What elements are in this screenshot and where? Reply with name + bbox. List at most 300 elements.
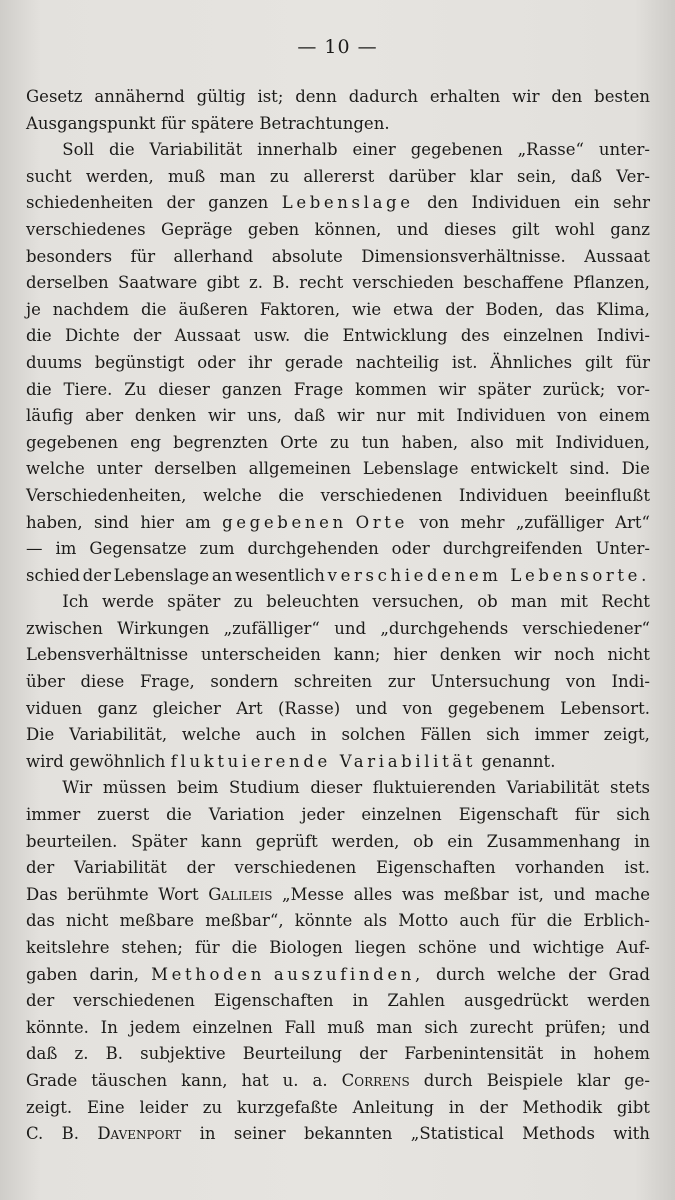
word: der [479,1097,508,1117]
word: zurecht [469,1017,534,1037]
word: Dimensionsverhältnisse. [361,246,566,266]
word: Individuen [456,406,546,426]
text-line [26,829,650,856]
word: für [194,938,220,957]
word: hat [241,1070,269,1090]
word: viduen [26,698,83,718]
word: sind. [569,459,610,479]
word: „zufälliger“ [223,618,320,638]
word: leider [139,1097,189,1117]
text-line [26,908,650,935]
word: können, [314,219,382,239]
word: nicht [66,911,109,931]
word: with [613,1124,650,1144]
word: vor- [617,379,650,399]
word: einzelnen [192,1017,273,1037]
word: Indivi- [596,326,650,346]
word: müssen [102,778,167,798]
word: zuerst [97,805,150,825]
word: begünstigt [94,352,185,372]
word: besonders [26,246,113,266]
word: dieses [444,219,497,239]
word: also [470,432,504,452]
word: Gegensatze [89,539,187,559]
word: von [565,672,596,692]
word: schreiten [293,672,373,692]
word: ist, [518,884,544,904]
word: ein [574,193,600,213]
body-text [26,84,650,1148]
word: Variation [208,805,285,825]
word: schied [26,565,80,585]
word: und [488,938,521,957]
word: verschiedenen [320,485,443,505]
word: einem [598,406,650,426]
word: „zufälliger [515,512,604,532]
word: sehr [613,193,650,213]
word: durchgehenden [247,539,379,559]
word: Studium [229,778,300,798]
text-line [26,244,650,271]
word: in [199,1124,216,1144]
word: Boden, [485,299,544,319]
word: kann, [181,1070,228,1090]
word: von [557,406,588,426]
word: unter- [598,140,650,160]
word: der [186,858,215,878]
word: sich [424,1017,458,1037]
word: die [166,805,192,825]
word: ausgedrückt [464,991,569,1011]
word: In [100,1017,118,1037]
word: Gepräge [160,219,233,239]
word: je [26,299,41,319]
word: Farbenintensität [404,1044,544,1064]
word: beleuchten [266,592,360,612]
word: Art [236,698,263,718]
word: stets [610,778,650,798]
word: zwischen [26,618,103,638]
word: Individuen [471,193,561,213]
text-line [26,1121,650,1148]
word: gegebenen [410,140,503,160]
word: muß [327,1017,365,1037]
word: wir [337,406,365,426]
word: das [26,911,55,931]
word: versuchen, [372,592,464,612]
word: Grad [608,964,650,984]
text-line [26,563,650,590]
word: gibt [616,1097,650,1117]
word: z. [74,1044,89,1064]
word: Die [621,459,650,479]
word: recht [299,273,344,293]
word: in [634,831,650,851]
word: besten [594,87,650,106]
word: gilt [511,219,540,239]
small-caps-name: Correns [341,1070,410,1090]
word: Art“ [615,512,650,532]
word: Auf- [616,938,650,957]
spaced-emphasis: Lebenslage [281,193,414,213]
word: seiner [233,1124,286,1144]
word: was [401,884,435,904]
word: wohl [554,219,595,239]
text-line [26,430,650,457]
word: man [511,592,548,612]
word: klar [469,166,503,186]
word: ganz [97,698,138,718]
word: schiedenheiten [26,193,154,213]
word: Später [131,831,188,851]
word: denken [134,406,197,426]
text-line [26,802,650,829]
word: Frage, [139,672,195,692]
word: bekannten [303,1124,393,1144]
word: und [396,219,429,239]
word: sich [486,725,520,745]
word: absolute [271,246,343,266]
word: Erblich- [583,911,650,931]
word: gaben [26,964,78,984]
word: hier [393,645,427,665]
word: meßbare [119,911,195,931]
word: durchgreifenden [442,539,583,559]
word: welche [181,725,241,745]
word: man [219,166,256,186]
word: täuschen [91,1070,168,1090]
word: gilt [584,352,613,372]
word: wir [512,87,540,106]
word: mit [515,432,544,452]
word: dieser [310,778,363,798]
word: Entwicklung [342,326,448,346]
word: gerade [284,352,344,372]
word: ganzen [221,379,282,399]
word: sondern [210,672,279,692]
text-line [26,536,650,563]
word: Wirkungen [117,618,210,638]
word: ist. [624,858,650,878]
word: mehr [460,512,505,532]
word: entwickelt [470,459,558,479]
word: etwa [393,299,434,319]
text-line [26,84,650,111]
word: darüber [388,166,456,186]
word: denn [295,87,337,106]
word: am [185,512,211,532]
word: Zahlen [387,991,446,1011]
word: gleicher [152,698,221,718]
word: könnte [294,911,353,931]
word: ge- [624,1070,650,1090]
word: welche [497,964,556,984]
word: Variabilität [74,858,167,878]
word: Das [26,884,58,904]
word: denken [439,645,502,665]
word: mit [416,406,445,426]
word: Faktoren, [259,299,341,319]
word: dadurch [348,87,419,106]
word: Tiere. [63,379,113,399]
word: Variabilität, [69,725,168,745]
word: von [419,512,450,532]
word: den [551,87,583,106]
word: wichtige [532,938,605,957]
word: sind [94,512,129,532]
text-line [26,935,650,962]
word: gegebenem [447,698,545,718]
word: wie [351,299,382,319]
word: in [560,1044,577,1064]
word: hier [140,512,174,532]
word: meßbar [443,884,509,904]
word: dieser [158,379,210,399]
word: u. [282,1070,299,1090]
word: meßbar“, [205,911,284,931]
word: unter [96,459,143,479]
word: zum [199,539,235,559]
word: Betrachtungen. [259,113,390,133]
text-line [26,137,650,164]
word: gewöhnlich [69,751,166,771]
word: innerhalb [257,140,338,160]
word: die [546,911,573,931]
word: Eigenschaft [458,805,558,825]
word: Lebenslage [362,459,459,479]
word: Aussaat [174,326,241,346]
word: begrenzten [173,432,269,452]
text-line [26,403,650,430]
word: einzelnen [361,805,442,825]
word: zurück; [542,379,606,399]
word: der [26,858,55,878]
word: verschiedener“ [522,618,650,638]
word: ist. [451,352,478,372]
word: vorhanden [515,858,605,878]
word: die [140,299,167,319]
text-line [26,1068,650,1095]
word: Variabilität [149,140,243,160]
text-line [26,377,650,404]
word: das [555,299,585,319]
word: Orte [280,432,318,452]
word: Eine [86,1097,125,1117]
word: kommen [355,379,427,399]
word: jeder [301,805,345,825]
word: allerhand [173,246,254,266]
word: jedem [129,1017,181,1037]
word: daß [293,406,326,426]
word: auch [459,911,500,931]
word: werden [587,991,650,1011]
text-line [26,882,650,909]
word: (Rasse) [277,698,341,718]
word: der [568,964,597,984]
word: beurteilen. [26,831,118,851]
word: allererst [303,166,375,186]
word: alles [353,884,393,904]
text-line [26,323,650,350]
word: diese [80,672,125,692]
word: Zu [124,379,147,399]
word: Indi- [611,672,650,692]
word: äußeren [178,299,248,319]
text-line [26,722,650,749]
word: der [133,326,162,346]
word: sein, [517,166,557,186]
word: der [166,193,195,213]
word: Saatware [118,273,198,293]
word: nachdem [52,299,130,319]
word: und [334,618,367,638]
word: Methods [522,1124,595,1144]
word: wir [513,645,542,665]
word: werde [101,592,155,612]
word: wir [438,379,466,399]
word: wir [208,406,236,426]
word: Ver- [616,166,650,186]
word: haben, [26,512,83,532]
word: kann [200,831,242,851]
word: liegen [354,938,407,957]
word: Soll [62,140,95,160]
word: Individuen, [555,432,650,452]
word: Pflanzen, [573,273,650,293]
small-caps-name: Galileis [208,884,273,904]
word: einzelnen [503,326,584,346]
word: Lebensverhältnisse [26,645,189,665]
word: welche [202,485,262,505]
word: eng [130,432,162,452]
word: Die [26,725,55,745]
word: zeigt. [26,1097,73,1117]
word: an [211,565,233,585]
word: B. [105,1044,123,1064]
word: Ähnliches [490,352,573,372]
word: haben, [401,432,459,452]
text-line [26,111,650,138]
word: mit [560,592,588,612]
word: könnte. [26,1017,89,1037]
word: in [448,1097,465,1117]
word: Motto [398,911,449,931]
text-line [26,1041,650,1068]
word: Biologen [269,938,343,957]
word: für [510,911,536,931]
word: spätere [191,113,254,133]
word: und [355,698,388,718]
word: werden, [331,831,400,851]
word: ganzen [208,193,269,213]
text-line [26,1095,650,1122]
word: einer [352,140,396,160]
word: Beurteilung [242,1044,342,1064]
word: wesentlich [235,565,325,585]
word: die [108,140,135,160]
word: als [363,911,388,931]
word: für [130,246,156,266]
text-line [26,589,650,616]
word: Verschiedenheiten, [26,485,187,505]
word: für [160,113,186,133]
word: derselben [154,459,237,479]
word: Individuen [458,485,549,505]
word: zu [202,1097,223,1117]
text-line [26,1015,650,1042]
word: durch [423,1070,473,1090]
word: der [26,991,55,1011]
word: darin, [89,964,139,984]
word: immer [26,805,81,825]
text-line [26,297,650,324]
word: mache [594,884,650,904]
spaced-emphasis: verschiedenem Lebensorte. [327,565,650,585]
word: von [402,698,433,718]
word: daß [26,1044,58,1064]
word: und [553,884,586,904]
word: verschiedenes [26,219,146,239]
word: verschiedenen [73,991,195,1011]
word: über [26,672,65,692]
word: stehen; [121,938,183,957]
word: erhalten [429,87,501,106]
word: geben [247,219,300,239]
word: gültig [196,87,246,106]
text-line [26,190,650,217]
word: sich [616,805,650,825]
word: oder [391,539,430,559]
word: Frage [293,379,344,399]
word: zur [387,672,416,692]
word: Methodik [522,1097,603,1117]
word: duums [26,352,82,372]
word: prüfen; [545,1017,607,1037]
word: Klima, [596,299,650,319]
word: zu [233,592,254,612]
word: verschiedenen [234,858,357,878]
word: auch [255,725,296,745]
word: „Messe [282,884,344,904]
word: nicht [607,645,650,665]
word: C. [26,1124,44,1144]
word: kurzgefaßte [236,1097,338,1117]
word: ihr [248,352,272,372]
text-line [26,164,650,191]
word: klar [577,1070,611,1090]
word: Wort [158,884,199,904]
word: schöne [418,938,477,957]
word: — [26,539,43,559]
word: Anleitung [352,1097,434,1117]
word: allgemeinen [248,459,352,479]
word: geprüft [255,831,318,851]
text-line [26,616,650,643]
page-number: — 10 — [297,36,378,58]
word: wird [26,751,64,771]
word: fluktuierenden [372,778,496,798]
word: die [26,379,52,399]
text-line [26,217,650,244]
word: B. [61,1124,79,1144]
word: tun [361,432,390,452]
word: uns, [247,406,283,426]
word: der [445,299,474,319]
spaced-emphasis: gegebenen Orte [222,512,408,532]
word: annähernd [94,87,185,106]
word: Dichte [64,326,120,346]
word: zu [330,432,350,452]
